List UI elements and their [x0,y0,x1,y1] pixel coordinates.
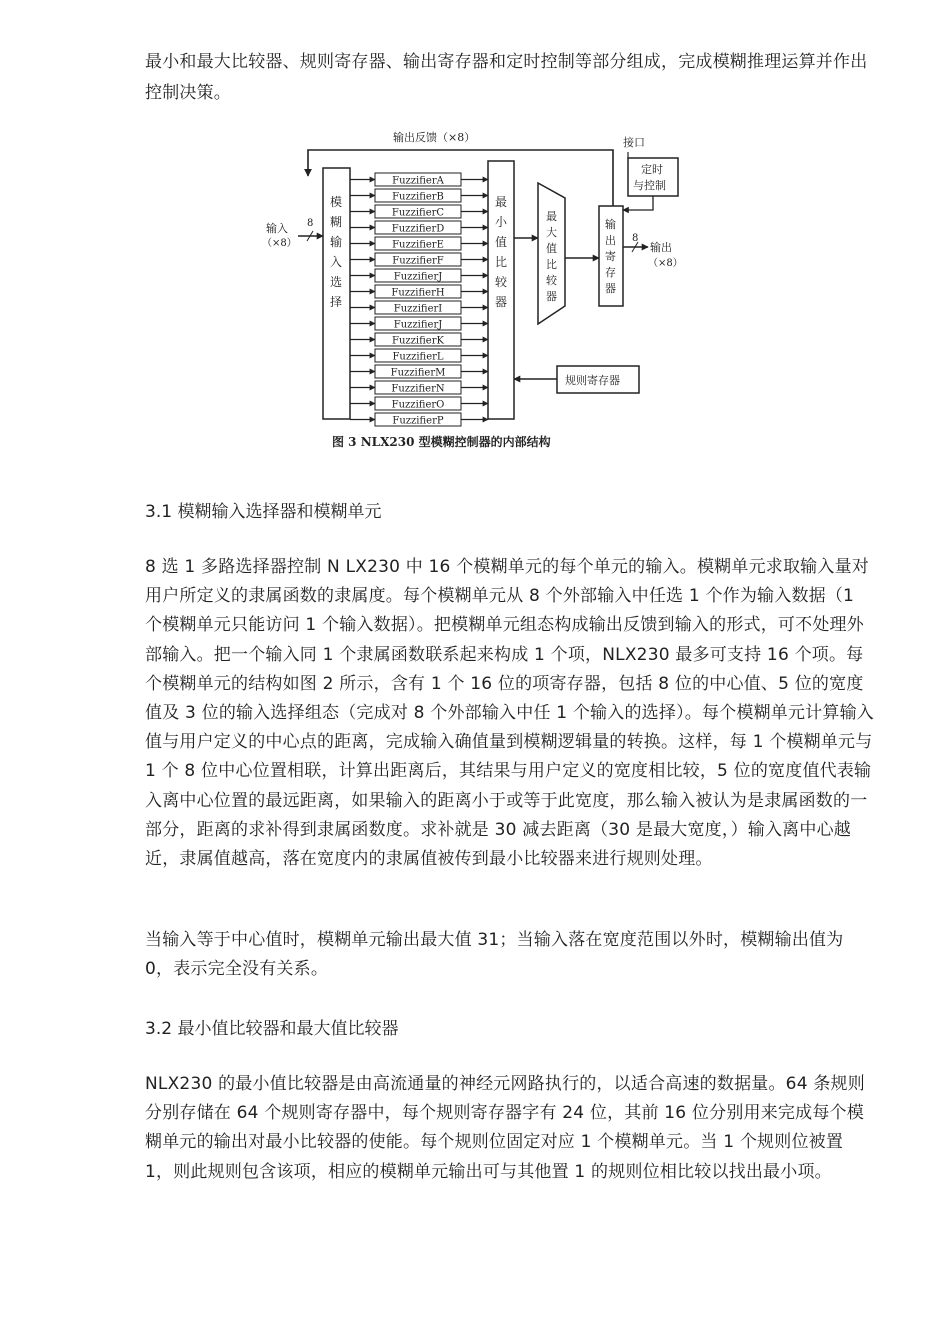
output-register-label [605,217,616,295]
section-3-1-paragraph-2: 当输入等于中心值时，模糊单元输出最大值 31；当输入落在宽度范围以外时，模糊输出值为 0，表示完全没有关系。 [145,930,844,980]
output-bus-width: 8 [632,233,639,244]
input-label: 输入 [266,222,288,235]
figure-caption: 图 3 NLX230 型模糊控制器的内部结构 [332,435,551,449]
svg-text:比: 比 [495,255,508,269]
input-bus-width: 8 [307,218,314,229]
port-label: 接口 [623,136,645,149]
fuzzifier-label: FuzzifierJ [393,319,443,331]
section-3-1-paragraph-1: 8 选 1 多路选择器控制 N LX230 中 16 个模糊单元的每个单元的输入。模糊单元求取输入量对用户所定义的隶属函数的隶属度。每个模糊单元从 8 个外部输入中任选 1 个作为输入数据（1 个模糊单元只能访问 1 个输入数据）。把模糊单元组态构成输出反馈到输入的形式，可不处理外部输入。把一个输入同 1 个隶属函数联系起来构成 1 个项，NLX230 最多可支持 16 个项。每个模糊单元的结构如图 2 所示，含有 1 个 16 位的项寄存器，包括 8 位的中心值、5 位的宽度值及 3 位的输入选择组态（完成对 8 个外部输入中任 1 个输入的选择）。每个模糊单元计算输入值与用户定义的中心点的距离，完成输入确值量到模糊逻辑量的转换。这样，每 1 个模糊单元与 1 个 8 位中心位置相联，计算出距离后，其结果与用户定义的宽度相比较，5 位的宽度值代表输入离中心位置的最远距离，如果输入的距离小于或等于此宽度，那么输入被认为是隶属函数的一部分，距离的求补得到隶属函数度。求补就是 30 减去距离（30 是最大宽度，）输入离中心越近，隶属值越高，落在宽度内的隶属值被传到最小比较器来进行规则处理。 [145,557,874,870]
svg-text:模: 模 [330,195,343,209]
output-count: （×8） [648,258,683,269]
svg-text:输: 输 [605,218,616,231]
svg-text:较: 较 [546,274,557,287]
fuzzifier-label: FuzzifierJ [393,271,443,283]
svg-text:输: 输 [330,235,343,249]
svg-text:选: 选 [330,275,343,289]
block-diagram [260,128,690,458]
feedback-label: 输出反馈（×8） [393,131,476,144]
fuzzifier-label: FuzzifierC [391,207,445,219]
section-3-2-paragraph-1: NLX230 的最小值比较器是由高流通量的神经元网路执行的，以适合高速的数据量。64 条规则分别存储在 64 个规则寄存器中，每个规则寄存器字有 24 位，其前 16 位分别用来完成每个模糊单元的输出对最小比较器的使能。每个规则位固定对应 1 个模糊单元。当 1 个规则位被置 1，则此规则包含该项，相应的模糊单元输出可与其他置 1 的规则位相比较以找出最小项。 [145,1074,865,1182]
output-label: 输出 [650,241,672,254]
rule-register-label: 规则寄存器 [565,374,620,387]
fuzzifier-label: FuzzifierI [393,303,443,315]
input-count: （×8） [262,238,297,249]
fuzzifier-label: FuzzifierM [390,367,446,379]
svg-text:最: 最 [546,210,557,223]
svg-text:值: 值 [495,235,508,249]
fuzzifier-label: FuzzifierP [392,415,444,427]
section-3-1-heading: 3.1 模糊输入选择器和模糊单元 [145,502,382,522]
fuzzifier-label: FuzzifierO [391,399,445,411]
timing-label-2: 与控制 [633,179,666,192]
fuzzifier-label: FuzzifierA [392,175,444,187]
fuzzifier-label: FuzzifierB [392,191,444,203]
svg-text:存: 存 [605,266,616,279]
timing-label-1: 定时 [641,163,663,176]
fuzzifier-label: FuzzifierE [392,239,444,251]
section-3-2-heading: 3.2 最小值比较器和最大值比较器 [145,1019,399,1039]
fuzzifier-column [350,173,488,427]
fuzzifier-label: FuzzifierD [391,223,445,235]
fuzzifier-label: FuzzifierL [392,351,444,363]
svg-text:器: 器 [605,282,616,295]
svg-text:寄: 寄 [605,250,616,263]
svg-text:大: 大 [546,226,557,239]
svg-text:值: 值 [546,242,557,255]
svg-text:比: 比 [546,258,557,271]
fuzzifier-label: FuzzifierH [391,287,445,299]
svg-text:器: 器 [495,295,508,309]
fuzzifier-label: FuzzifierF [392,255,444,267]
fuzzifier-label: FuzzifierN [391,383,445,395]
svg-text:小: 小 [495,215,508,229]
intro-paragraph: 最小和最大比较器、规则寄存器、输出寄存器和定时控制等部分组成，完成模糊推理运算并作出控制决策。 [145,52,868,103]
fuzzifier-label: FuzzifierK [392,335,444,347]
svg-text:出: 出 [605,234,616,247]
svg-text:择: 择 [330,295,343,309]
svg-text:入: 入 [330,255,343,269]
svg-text:器: 器 [546,290,557,303]
svg-text:较: 较 [495,275,508,289]
svg-text:糊: 糊 [330,215,343,229]
svg-text:最: 最 [495,195,508,209]
